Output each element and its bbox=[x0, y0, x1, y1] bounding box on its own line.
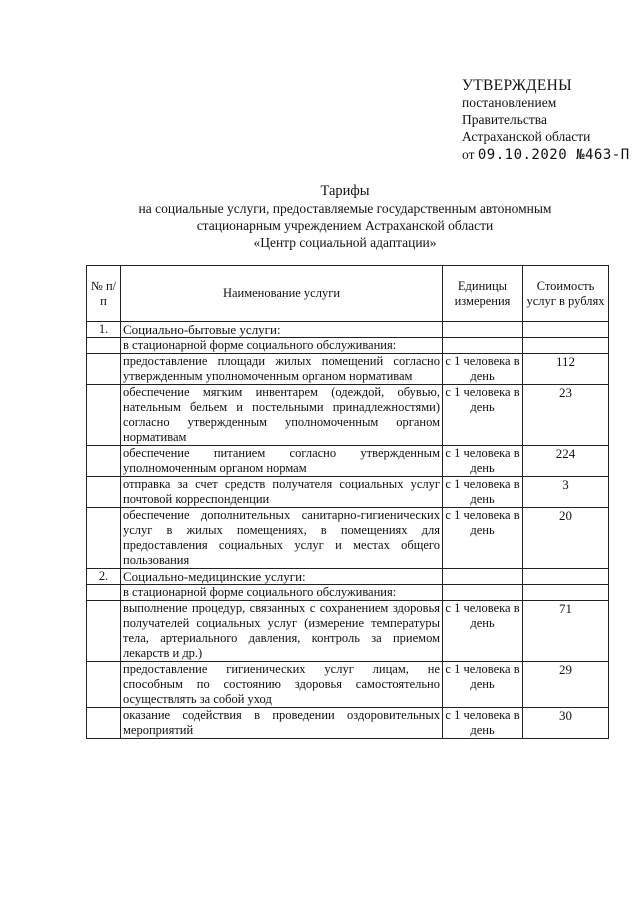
approval-date-value: 09.10.2020 №463-П bbox=[477, 147, 630, 163]
row-service-name: в стационарной форме социального обслуживания: bbox=[121, 585, 443, 601]
approval-line-government: Правительства bbox=[462, 112, 547, 127]
table-row bbox=[87, 662, 609, 708]
table-row bbox=[87, 601, 609, 662]
row-cost: 29 bbox=[523, 662, 609, 708]
row-num bbox=[87, 662, 121, 708]
table-row bbox=[87, 569, 609, 585]
table-row bbox=[87, 585, 609, 601]
tariffs-table bbox=[86, 265, 609, 739]
table-row bbox=[87, 477, 609, 508]
table-row bbox=[87, 446, 609, 477]
table-row bbox=[87, 708, 609, 739]
row-num: 2. bbox=[87, 569, 121, 585]
row-service-name: обеспечение мягким инвентарем (одеждой, обувью, нательным бельем и постельными принадлежностями) согласно утвержденным уполномоченным органом нормативам bbox=[121, 385, 443, 446]
approval-block bbox=[462, 77, 630, 164]
row-unit: с 1 человека в день bbox=[443, 662, 523, 708]
row-unit bbox=[443, 569, 523, 585]
row-service-name: отправка за счет средств получателя социальных услуг почтовой корреспонденции bbox=[121, 477, 443, 508]
row-service-name: Социально-медицинские услуги: bbox=[121, 569, 443, 585]
row-cost: 71 bbox=[523, 601, 609, 662]
row-unit bbox=[443, 338, 523, 354]
row-cost: 30 bbox=[523, 708, 609, 739]
row-num bbox=[87, 385, 121, 446]
row-cost: 23 bbox=[523, 385, 609, 446]
header-num: № п/п bbox=[87, 266, 121, 322]
approval-date-line bbox=[462, 146, 630, 164]
row-cost: 20 bbox=[523, 508, 609, 569]
approval-line-decree: постановлением bbox=[462, 95, 557, 110]
row-service-name: в стационарной форме социального обслуживания: bbox=[121, 338, 443, 354]
document-subtitle-line-2: стационарным учреждением Астраханской области bbox=[196, 218, 494, 233]
table-header-row bbox=[87, 266, 609, 322]
header-unit: Единицы измерения bbox=[443, 266, 523, 322]
row-unit: с 1 человека в день bbox=[443, 446, 523, 477]
row-service-name: выполнение процедур, связанных с сохранением здоровья получателей социальных услуг (измерение температуры тела, артериального давления, контроль за приемом лекарств и др.) bbox=[121, 601, 443, 662]
row-unit: с 1 человека в день bbox=[443, 601, 523, 662]
row-service-name: обеспечение питанием согласно утвержденным уполномоченным органом нормам bbox=[121, 446, 443, 477]
row-cost: 224 bbox=[523, 446, 609, 477]
row-unit: с 1 человека в день bbox=[443, 477, 523, 508]
row-num bbox=[87, 508, 121, 569]
approval-date-prefix: от bbox=[462, 147, 475, 162]
row-cost: 3 bbox=[523, 477, 609, 508]
approval-line-region: Астраханской области bbox=[462, 129, 591, 144]
row-cost bbox=[523, 585, 609, 601]
table-row bbox=[87, 508, 609, 569]
document-subtitle-line-3: «Центр социальной адаптации» bbox=[253, 235, 437, 250]
row-service-name: Социально-бытовые услуги: bbox=[121, 322, 443, 338]
row-unit bbox=[443, 585, 523, 601]
row-cost: 112 bbox=[523, 354, 609, 385]
row-unit bbox=[443, 322, 523, 338]
row-service-name: предоставление площади жилых помещений согласно утвержденным уполномоченным органом нормативам bbox=[121, 354, 443, 385]
row-num bbox=[87, 354, 121, 385]
row-cost bbox=[523, 322, 609, 338]
row-num bbox=[87, 338, 121, 354]
table-row bbox=[87, 385, 609, 446]
row-num bbox=[87, 708, 121, 739]
row-unit: с 1 человека в день bbox=[443, 354, 523, 385]
row-unit: с 1 человека в день bbox=[443, 708, 523, 739]
approval-heading: УТВЕРЖДЕНЫ bbox=[462, 77, 572, 94]
row-cost bbox=[523, 338, 609, 354]
row-unit: с 1 человека в день bbox=[443, 508, 523, 569]
table-row bbox=[87, 322, 609, 338]
row-unit: с 1 человека в день bbox=[443, 385, 523, 446]
document-subtitle-line-1: на социальные услуги, предоставляемые государственным автономным bbox=[138, 201, 552, 216]
header-cost: Стоимость услуг в рублях bbox=[523, 266, 609, 322]
row-num bbox=[87, 601, 121, 662]
row-num: 1. bbox=[87, 322, 121, 338]
document-title: Тарифы bbox=[320, 183, 370, 199]
table-row bbox=[87, 354, 609, 385]
row-service-name: оказание содействия в проведении оздоровительных мероприятий bbox=[121, 708, 443, 739]
header-name: Наименование услуги bbox=[121, 266, 443, 322]
row-num bbox=[87, 446, 121, 477]
document-heading bbox=[100, 183, 590, 251]
row-num bbox=[87, 477, 121, 508]
row-service-name: предоставление гигиенических услуг лицам, не способным по состоянию здоровья самостоятельно осуществлять за собой уход bbox=[121, 662, 443, 708]
row-service-name: обеспечение дополнительных санитарно-гигиенических услуг в жилых помещениях, в помещениях для предоставления социальных услуг и местах общего пользования bbox=[121, 508, 443, 569]
row-num bbox=[87, 585, 121, 601]
table-row bbox=[87, 338, 609, 354]
row-cost bbox=[523, 569, 609, 585]
